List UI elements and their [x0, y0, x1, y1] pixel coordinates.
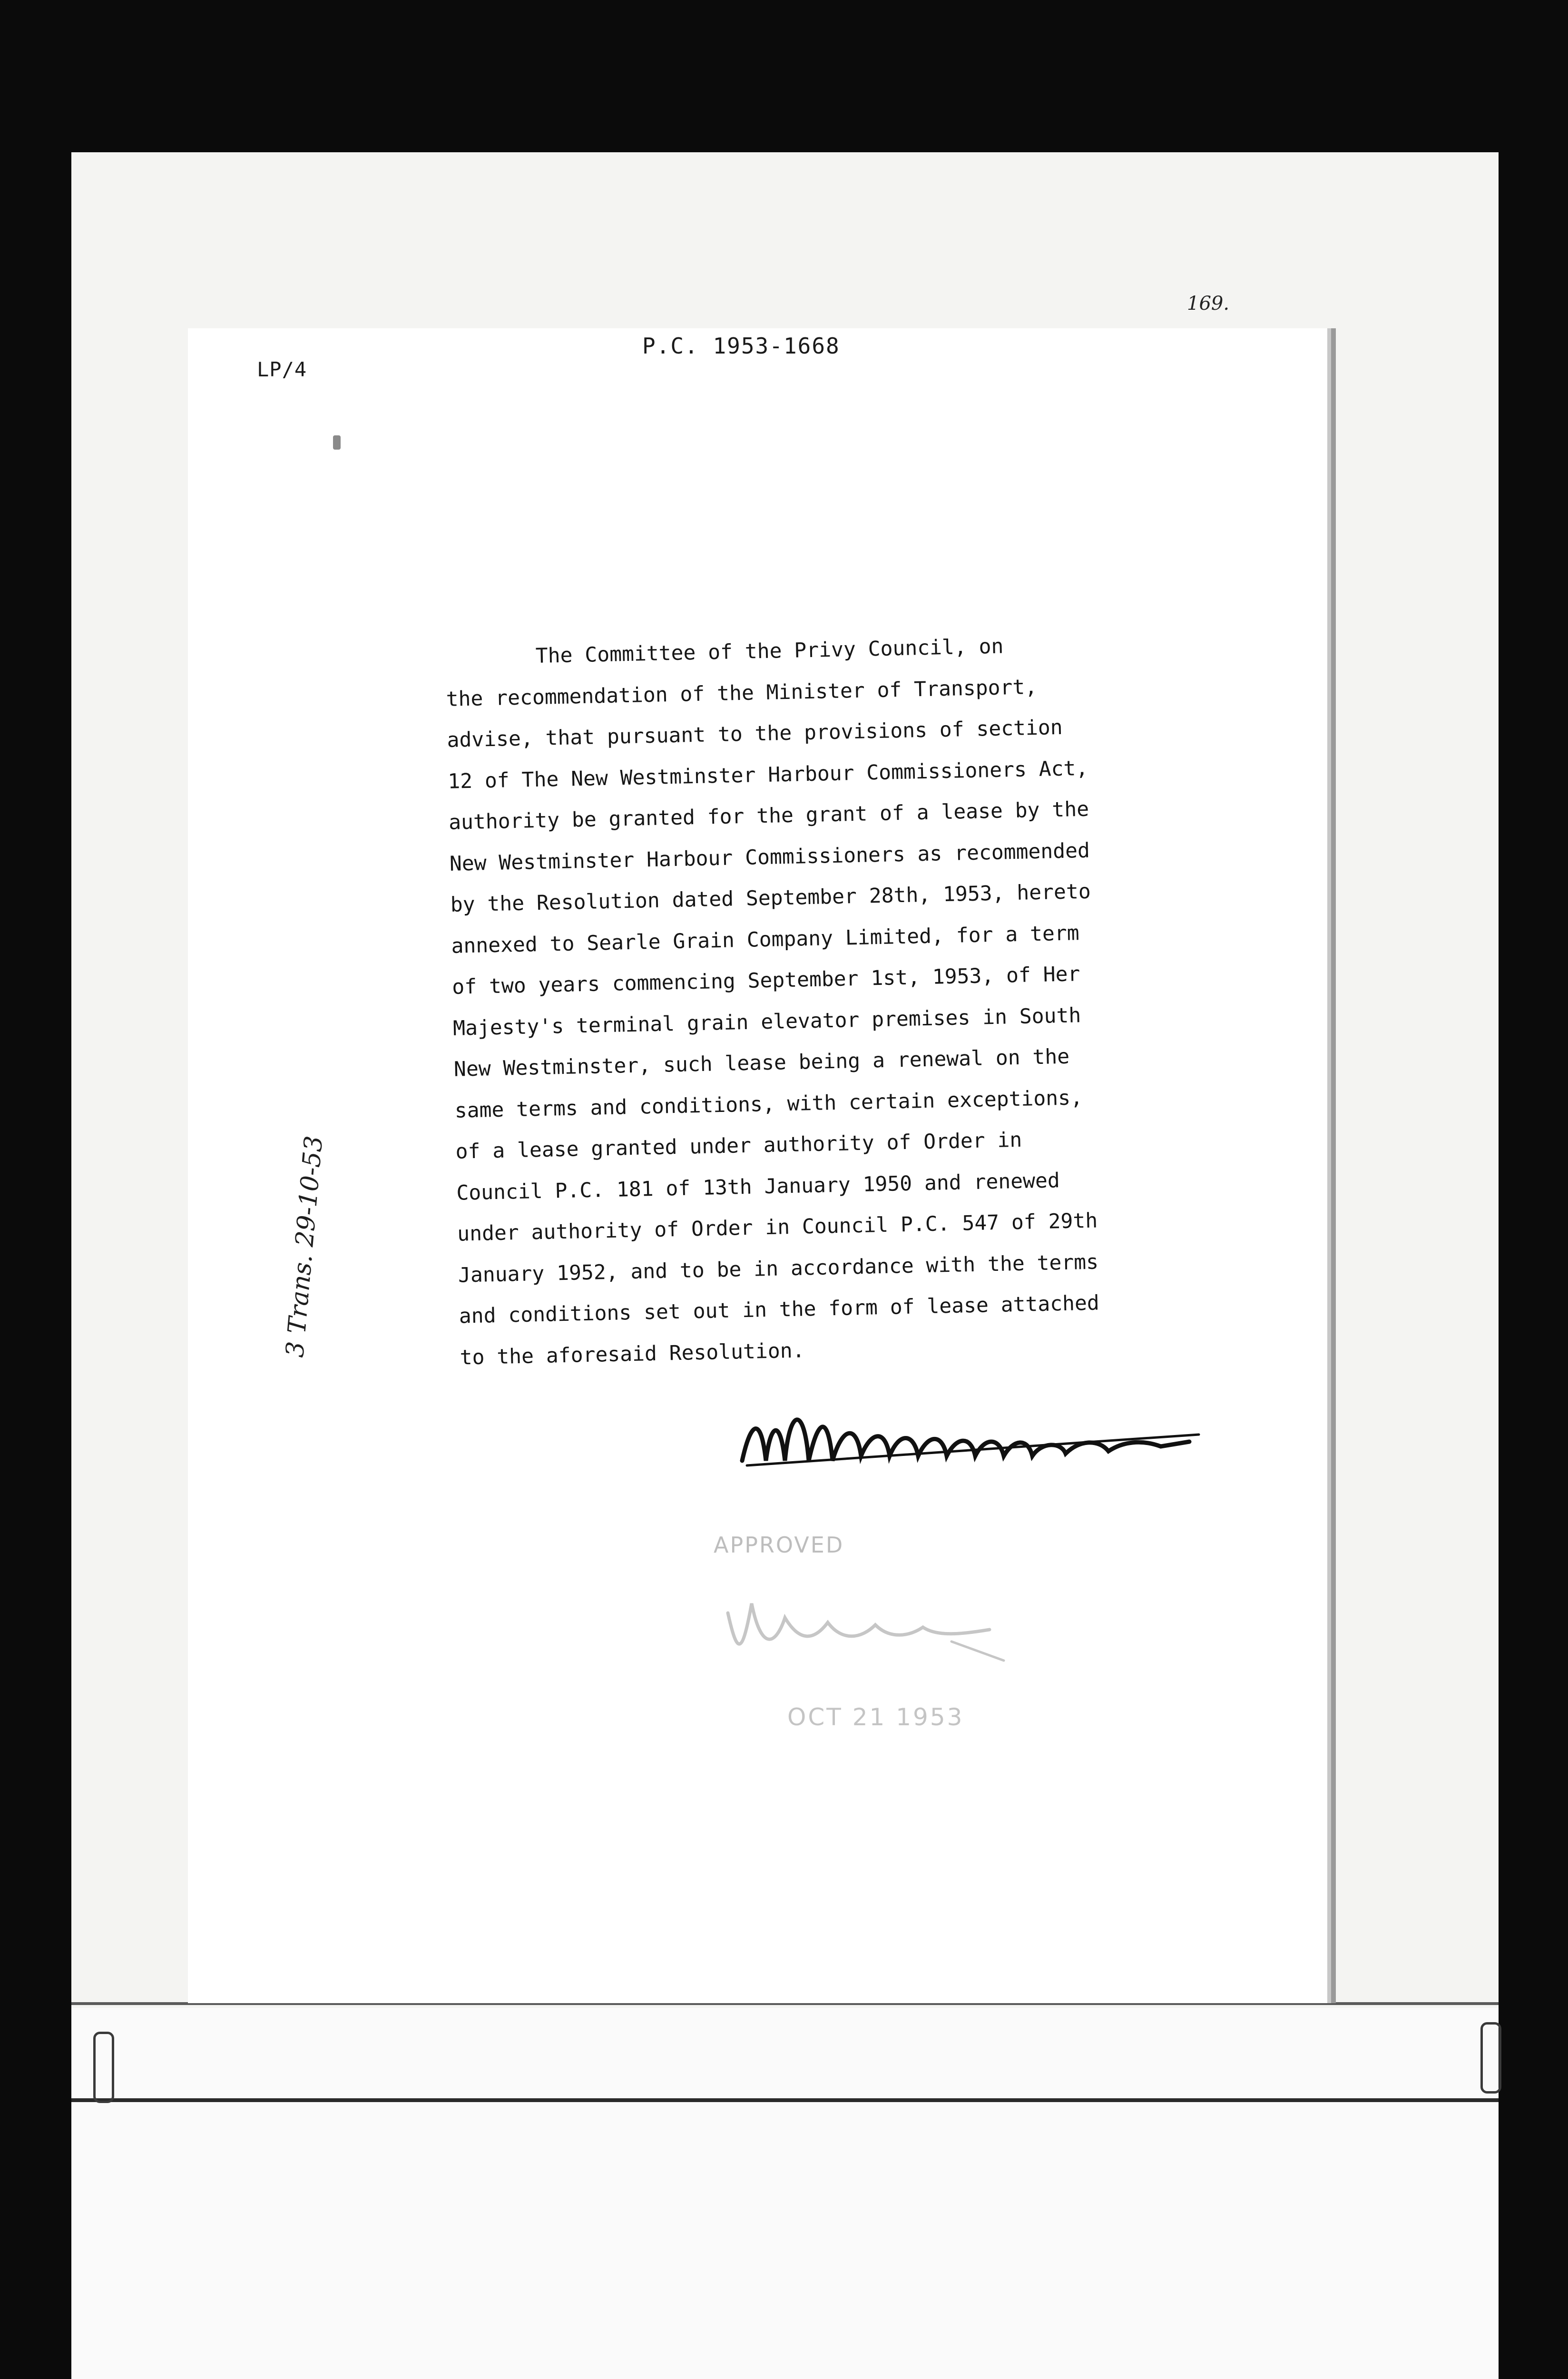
body-line: Majesty's terminal grain elevator premises in South: [452, 1003, 1081, 1041]
file-reference: LP/4: [257, 358, 307, 381]
body-line: annexed to Searle Grain Company Limited, for a term: [451, 921, 1080, 958]
body-line: January 1952, and to be in accordance with the terms: [458, 1250, 1099, 1288]
body-line: New Westminster, such lease being a renewal on the: [453, 1044, 1070, 1081]
paper-clip-icon: [93, 2032, 114, 2103]
body-line: The Committee of the Privy Council, on: [535, 634, 1004, 668]
page-number: 169.: [1187, 293, 1230, 315]
body-line: authority be granted for the grant of a lease by the: [448, 797, 1089, 835]
body-line: and conditions set out in the form of lease attached: [459, 1291, 1100, 1328]
approval-stamp: [704, 1532, 1037, 1751]
order-body-text: [445, 621, 1250, 1378]
paper-clip-icon: [1480, 2022, 1501, 2094]
backing-sheet-lower: [71, 2008, 1499, 2379]
stamp-approved-label: APPROVED: [714, 1532, 844, 1558]
order-number: P.C. 1953-1668: [642, 333, 840, 359]
body-line: advise, that pursuant to the provisions of section: [447, 715, 1063, 752]
body-line: of two years commencing September 1st, 1953, of Her: [451, 962, 1080, 999]
signature-mark: [733, 1389, 1208, 1484]
stamp-signature-mark: [723, 1584, 1009, 1680]
body-line: New Westminster Harbour Commissioners as recommended: [449, 838, 1090, 876]
handwritten-margin-note: 3 Trans. 29-10-53: [281, 1134, 329, 1359]
body-line: 12 of The New Westminster Harbour Commissioners Act,: [447, 756, 1088, 794]
stamp-date: OCT 21 1953: [787, 1703, 964, 1731]
fold-line: [71, 2098, 1499, 2102]
ink-speck: [333, 435, 341, 450]
body-line: Council P.C. 181 of 13th January 1950 and renewed: [456, 1168, 1060, 1205]
body-line: by the Resolution dated September 28th, 1953, hereto: [450, 879, 1091, 917]
body-line: of a lease granted under authority of Order in: [455, 1128, 1022, 1164]
body-line: to the aforesaid Resolution.: [460, 1338, 805, 1370]
body-line: the recommendation of the Minister of Transport,: [446, 675, 1038, 711]
body-line: under authority of Order in Council P.C. 547 of 29th: [457, 1209, 1098, 1246]
body-line: same terms and conditions, with certain exceptions,: [454, 1085, 1083, 1123]
